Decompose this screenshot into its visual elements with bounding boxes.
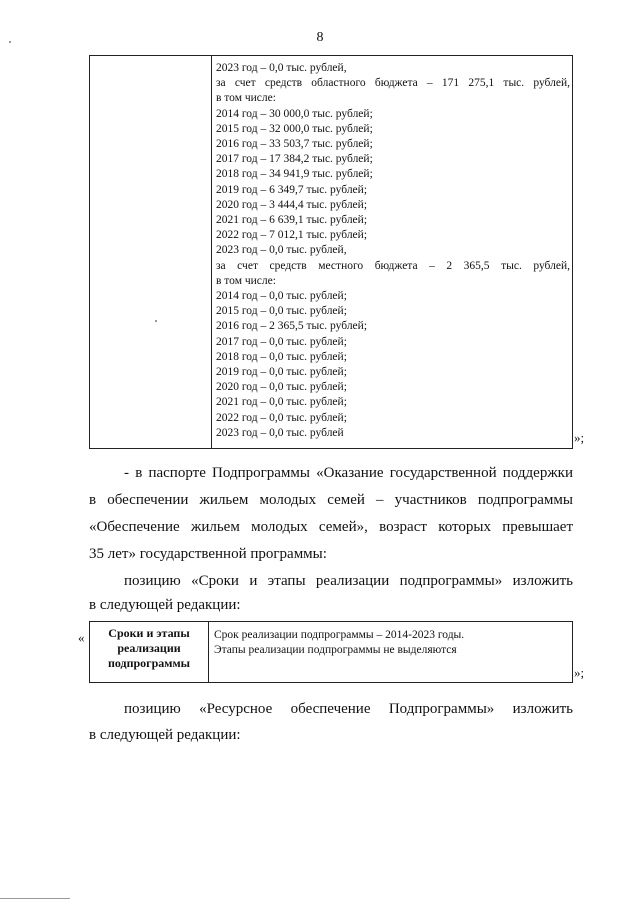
opening-quote: « bbox=[78, 630, 85, 645]
content-line: Этапы реализации подпрограммы не выделяются bbox=[214, 644, 457, 656]
table-line: 2022 год – 0,0 тыс. рублей; bbox=[216, 411, 347, 424]
table-line: 2014 год – 30 000,0 тыс. рублей; bbox=[216, 107, 373, 120]
table-line: 2016 год – 33 503,7 тыс. рублей; bbox=[216, 138, 373, 151]
table-line: за счет средств местного бюджета – 2 365,5 тыс. рублей, bbox=[216, 259, 570, 272]
table-line: за счет средств областного бюджета – 171 275,1 тыс. рублей, bbox=[216, 77, 570, 90]
table-line: 2019 год – 0,0 тыс. рублей; bbox=[216, 366, 347, 379]
table-line: 2020 год – 0,0 тыс. рублей; bbox=[216, 381, 347, 394]
paragraph-line: «Обеспечение жильем молодых семей», возраст которых превышает bbox=[89, 519, 573, 535]
table-line: 2015 год – 0,0 тыс. рублей; bbox=[216, 305, 347, 318]
table-line: 2018 год – 34 941,9 тыс. рублей; bbox=[216, 168, 373, 181]
table-line: 2021 год – 0,0 тыс. рублей; bbox=[216, 396, 347, 409]
table-line: 2020 год – 3 444,4 тыс. рублей; bbox=[216, 198, 368, 211]
table-line: 2019 год – 6 349,7 тыс. рублей; bbox=[216, 183, 368, 196]
paragraph-line: в обеспечении жильем молодых семей – участников подпрограммы bbox=[89, 492, 573, 508]
page-number: 8 bbox=[316, 30, 324, 45]
heading-line: Сроки и этапы bbox=[108, 626, 190, 640]
closing-quote: »; bbox=[574, 430, 585, 445]
table-line: 2023 год – 0,0 тыс. рублей bbox=[216, 426, 344, 439]
table-line: 2014 год – 0,0 тыс. рублей; bbox=[216, 290, 347, 303]
table-line: 2023 год – 0,0 тыс. рублей, bbox=[216, 244, 347, 257]
paragraph-line: в следующей редакции: bbox=[89, 597, 241, 613]
scan-edge-line bbox=[0, 898, 70, 899]
resource-cell bbox=[216, 61, 570, 441]
table-line: 2021 год – 6 639,1 тыс. рублей; bbox=[216, 214, 368, 227]
terms-stages-content bbox=[214, 628, 569, 658]
paragraph-line: в следующей редакции: bbox=[89, 727, 241, 743]
paragraph-line: позицию «Сроки и этапы реализации подпрограммы» изложить bbox=[124, 573, 573, 589]
column-divider bbox=[208, 622, 209, 682]
table-line: 2015 год – 32 000,0 тыс. рублей; bbox=[216, 122, 373, 135]
resource-table-continuation bbox=[89, 55, 573, 449]
paragraph-line: - в паспорте Подпрограммы «Оказание государственной поддержки bbox=[124, 465, 573, 481]
heading-line: подпрограммы bbox=[107, 656, 191, 670]
terms-stages-table bbox=[89, 621, 573, 683]
table-line: 2016 год – 2 365,5 тыс. рублей; bbox=[216, 320, 368, 333]
table-line: в том числе: bbox=[216, 274, 276, 287]
table-line: 2023 год – 0,0 тыс. рублей, bbox=[216, 62, 347, 74]
paragraph-line: 35 лет» государственной программы: bbox=[89, 546, 327, 562]
table-line: 2017 год – 0,0 тыс. рублей; bbox=[216, 335, 347, 348]
terms-stages-heading bbox=[90, 626, 208, 671]
scan-speck bbox=[155, 320, 157, 322]
closing-quote: »; bbox=[574, 665, 585, 680]
paragraph-line: позицию «Ресурсное обеспечение Подпрограммы» изложить bbox=[124, 701, 573, 717]
table-line: в том числе: bbox=[216, 92, 276, 105]
table-line: 2022 год – 7 012,1 тыс. рублей; bbox=[216, 229, 368, 242]
table-line: 2017 год – 17 384,2 тыс. рублей; bbox=[216, 153, 373, 166]
heading-line: реализации bbox=[117, 641, 181, 655]
scan-speck bbox=[9, 41, 11, 43]
table-line: 2018 год – 0,0 тыс. рублей; bbox=[216, 350, 347, 363]
column-divider bbox=[211, 56, 212, 448]
content-line: Срок реализации подпрограммы – 2014-2023 годы. bbox=[214, 629, 465, 641]
